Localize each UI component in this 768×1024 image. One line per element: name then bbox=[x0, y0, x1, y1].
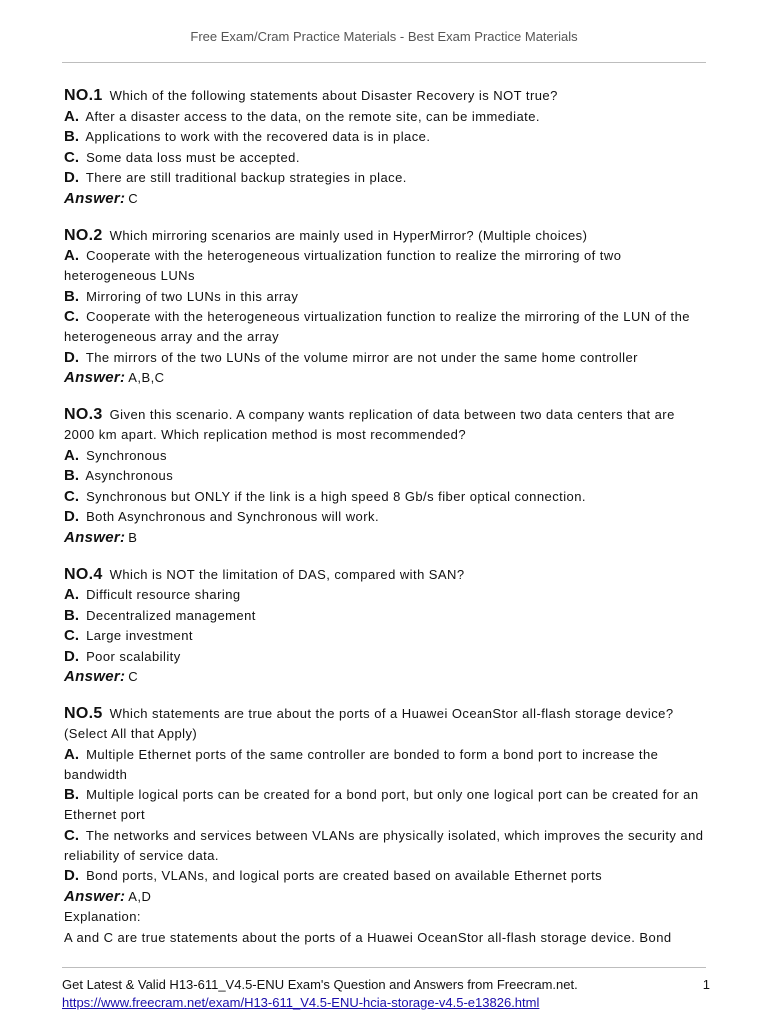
question-text: Which is NOT the limitation of DAS, compared with SAN? bbox=[109, 566, 465, 582]
answer-label: Answer: bbox=[64, 369, 126, 386]
option-text: Synchronous bbox=[86, 447, 167, 463]
option-letter: B. bbox=[64, 287, 79, 305]
question-text: Which mirroring scenarios are mainly used in HyperMirror? (Multiple choices) bbox=[109, 227, 588, 243]
answer-value: B bbox=[128, 529, 138, 545]
option-text: Multiple Ethernet ports of the same controller are bonded to form a bond port to increase the bandwidth bbox=[64, 746, 659, 782]
page-header: Free Exam/Cram Practice Materials - Best Exam Practice Materials bbox=[190, 29, 578, 44]
option-letter: B. bbox=[64, 467, 79, 484]
question-4 bbox=[64, 565, 704, 688]
option-text: Cooperate with the heterogeneous virtualization function to realize the mirroring of the LUN of the heterogeneous array and the array bbox=[64, 309, 690, 344]
page-number: 1 bbox=[702, 977, 710, 992]
option-text: The networks and services between VLANs are physically isolated, which improves the security and reliability of service data. bbox=[64, 827, 704, 863]
question-number: NO.4 bbox=[64, 565, 103, 583]
question-text: Which of the following statements about Disaster Recovery is NOT true? bbox=[109, 88, 558, 103]
answer-value: C bbox=[128, 669, 139, 684]
option-letter: A. bbox=[64, 446, 79, 464]
footer-text: Get Latest & Valid H13-611_V4.5-ENU Exam's Question and Answers from Freecram.net. bbox=[62, 977, 578, 992]
answer-label: Answer: bbox=[64, 189, 126, 207]
option-text: After a disaster access to the data, on the remote site, can be immediate. bbox=[85, 108, 540, 124]
option-letter: D. bbox=[64, 348, 79, 366]
question-text: Given this scenario. A company wants replication of data between two data centers that are 2000 km apart. Which replication method is most recommended? bbox=[64, 407, 675, 442]
answer-label: Answer: bbox=[64, 887, 126, 905]
option-letter: D. bbox=[64, 508, 79, 525]
option-text: Poor scalability bbox=[86, 648, 181, 664]
answer-value: C bbox=[128, 190, 139, 206]
header-divider bbox=[62, 62, 706, 63]
answer-label: Answer: bbox=[64, 668, 126, 685]
option-text: Applications to work with the recovered data is in place. bbox=[85, 129, 431, 144]
option-text: There are still traditional backup strategies in place. bbox=[85, 170, 407, 185]
option-text: Some data loss must be accepted. bbox=[86, 149, 300, 165]
option-letter: A. bbox=[64, 586, 79, 603]
option-letter: B. bbox=[64, 786, 79, 803]
option-text: Synchronous but ONLY if the link is a high speed 8 Gb/s fiber optical connection. bbox=[86, 488, 586, 504]
option-text: Multiple logical ports can be created for a bond port, but only one logical port can be created for an Ethernet port bbox=[64, 787, 699, 822]
option-text: Asynchronous bbox=[85, 468, 174, 483]
option-letter: D. bbox=[64, 867, 79, 884]
answer-label: Answer: bbox=[64, 528, 126, 546]
question-number: NO.5 bbox=[64, 705, 103, 722]
explanation-text: A and C are true statements about the ports of a Huawei OceanStor all-flash storage device. Bond bbox=[64, 929, 672, 945]
option-letter: C. bbox=[64, 826, 79, 844]
option-letter: B. bbox=[64, 606, 79, 624]
question-2 bbox=[64, 226, 704, 389]
option-text: Cooperate with the heterogeneous virtualization function to realize the mirroring of two heterogeneous LUNs bbox=[64, 248, 622, 283]
option-text: Large investment bbox=[86, 628, 193, 643]
question-1 bbox=[64, 86, 704, 209]
option-letter: C. bbox=[64, 627, 79, 644]
option-letter: D. bbox=[64, 169, 79, 186]
question-number: NO.1 bbox=[64, 87, 103, 104]
question-list bbox=[64, 86, 704, 965]
option-text: Both Asynchronous and Synchronous will work. bbox=[86, 509, 380, 524]
option-letter: C. bbox=[64, 487, 79, 505]
answer-value: A,D bbox=[128, 888, 152, 904]
option-letter: B. bbox=[64, 128, 79, 145]
footer-divider bbox=[62, 967, 706, 968]
explanation-label: Explanation: bbox=[64, 909, 141, 924]
question-text: Which statements are true about the ports of a Huawei OceanStor all-flash storage device? (Select All that Apply) bbox=[64, 706, 674, 741]
option-text: Difficult resource sharing bbox=[86, 587, 241, 602]
option-text: The mirrors of the two LUNs of the volume mirror are not under the same home controller bbox=[85, 349, 638, 365]
question-5 bbox=[64, 704, 704, 948]
question-number: NO.3 bbox=[64, 406, 103, 423]
option-text: Decentralized management bbox=[86, 607, 256, 623]
option-text: Mirroring of two LUNs in this array bbox=[86, 288, 299, 304]
answer-value: A,B,C bbox=[128, 370, 165, 385]
option-letter: D. bbox=[64, 647, 79, 665]
footer-link[interactable]: https://www.freecram.net/exam/H13-611_V4.5-ENU-hcia-storage-v4.5-e13826.html bbox=[62, 995, 540, 1010]
option-letter: A. bbox=[64, 247, 79, 264]
option-letter: A. bbox=[64, 745, 79, 763]
option-letter: A. bbox=[64, 107, 79, 125]
option-letter: C. bbox=[64, 148, 79, 166]
option-text: Bond ports, VLANs, and logical ports are created based on available Ethernet ports bbox=[86, 868, 603, 883]
question-number: NO.2 bbox=[64, 226, 103, 244]
question-3 bbox=[64, 405, 704, 548]
option-letter: C. bbox=[64, 308, 79, 325]
